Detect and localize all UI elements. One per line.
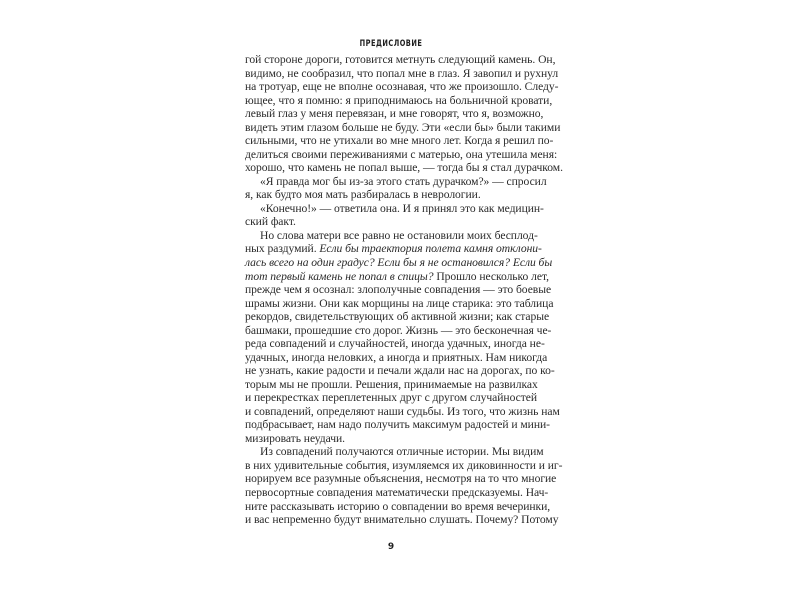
text-run: Прошло несколько лет, <box>433 269 549 283</box>
text-line: левый глаз у меня перевязан, и мне говорят, что я, возможно, <box>245 107 544 121</box>
book-page <box>245 0 563 600</box>
text-line: первосортные совпадения математически предсказуемы. Нач- <box>245 486 549 499</box>
text-line: торым мы не прошли. Решения, принимаемые на развилках <box>245 377 538 391</box>
text-line: мизировать неудачи. <box>245 431 346 445</box>
text-line: и вас непременно будут внимательно слушать. Почему? Потому <box>245 513 559 527</box>
text-line: шрамы жизни. Они как морщины на лице старика: это таблица <box>245 296 554 310</box>
text-line: видимо, не сообразил, что попал мне в глаз. Я завопил и рухнул <box>245 66 559 80</box>
text-line: подбрасывает, нам надо получить максимум радостей и мини- <box>245 418 550 432</box>
text-line: видеть этим глазом больше не буду. Эти «если бы» были такими <box>245 120 561 134</box>
running-head: ПРЕДИСЛОВИЕ <box>359 39 423 49</box>
text-run: ных раздумий. <box>245 242 320 256</box>
text-line: на тротуар, еще не вполне осознавая, что же произошло. Следу- <box>245 80 559 94</box>
text-line: прежде чем я осознал: злополучные совпадения — это боевые <box>245 283 552 297</box>
text-line: «Я правда мог бы из-за этого стать дурачком?» — спросил <box>260 174 547 188</box>
text-line: я, как будто моя мать разбиралась в неврологии. <box>245 188 481 202</box>
text-line: сильными, что не утихали во мне много лет. Когда я решил по- <box>245 134 554 148</box>
page-number: 9 <box>387 542 395 552</box>
text-line: в них удивительные события, изумляемся их диковинности и иг- <box>245 458 563 472</box>
text-line: делиться своими переживаниями с матерью, она утешила меня: <box>245 147 558 161</box>
text-line: ский факт. <box>245 215 296 229</box>
text-line: и перекрестках переплетенных друг с другом случайностей <box>245 391 537 405</box>
text-line: норируем все разумные объяснения, несмотря на то что многие <box>245 472 557 486</box>
text-line <box>245 255 553 270</box>
text-line: не узнать, какие радости и печали ждали нас на дорогах, по ко- <box>245 364 555 378</box>
text-line: хорошо, что камень не попал выше, — тогда бы я стал дурачком. <box>245 161 563 175</box>
text-line: реда совпадений и случайностей, иногда удачных, иногда не- <box>245 337 545 351</box>
text-line: ющее, что я помню: я приподнимаюсь на больничной кровати, <box>245 93 553 107</box>
text-line: и совпадений, определяют наши судьбы. Из того, что жизнь нам <box>245 404 560 418</box>
text-line: Из совпадений получаются отличные истории. Мы видим <box>260 445 544 459</box>
text-line: удачных, иногда неловких, а иногда и приятных. Нам никогда <box>245 350 548 364</box>
text-line: рекордов, свидетельствующих об активной жизни; как старые <box>245 310 550 324</box>
text-line: «Конечно!» — ответила она. И я принял это как медицин- <box>260 201 544 215</box>
text-line: ните рассказывать историю о совпадении во время вечеринки, <box>245 499 551 513</box>
italic-run: тот первый камень не попал в спицы? <box>245 269 434 283</box>
text-line <box>245 242 542 256</box>
text-line: Но слова матери все равно не остановили моих бесплод- <box>260 228 538 242</box>
text-line: гой стороне дороги, готовится метнуть следующий камень. Он, <box>245 53 556 66</box>
text-line <box>245 269 549 284</box>
text-line: башмаки, прошедшие сто дорог. Жизнь — это бесконечная че- <box>245 323 552 337</box>
italic-run: Если бы траектория полета камня отклони- <box>319 242 542 256</box>
body-text <box>245 53 563 527</box>
italic-run: лась всего на один градус? Если бы я не остановился? Если бы <box>245 255 553 269</box>
